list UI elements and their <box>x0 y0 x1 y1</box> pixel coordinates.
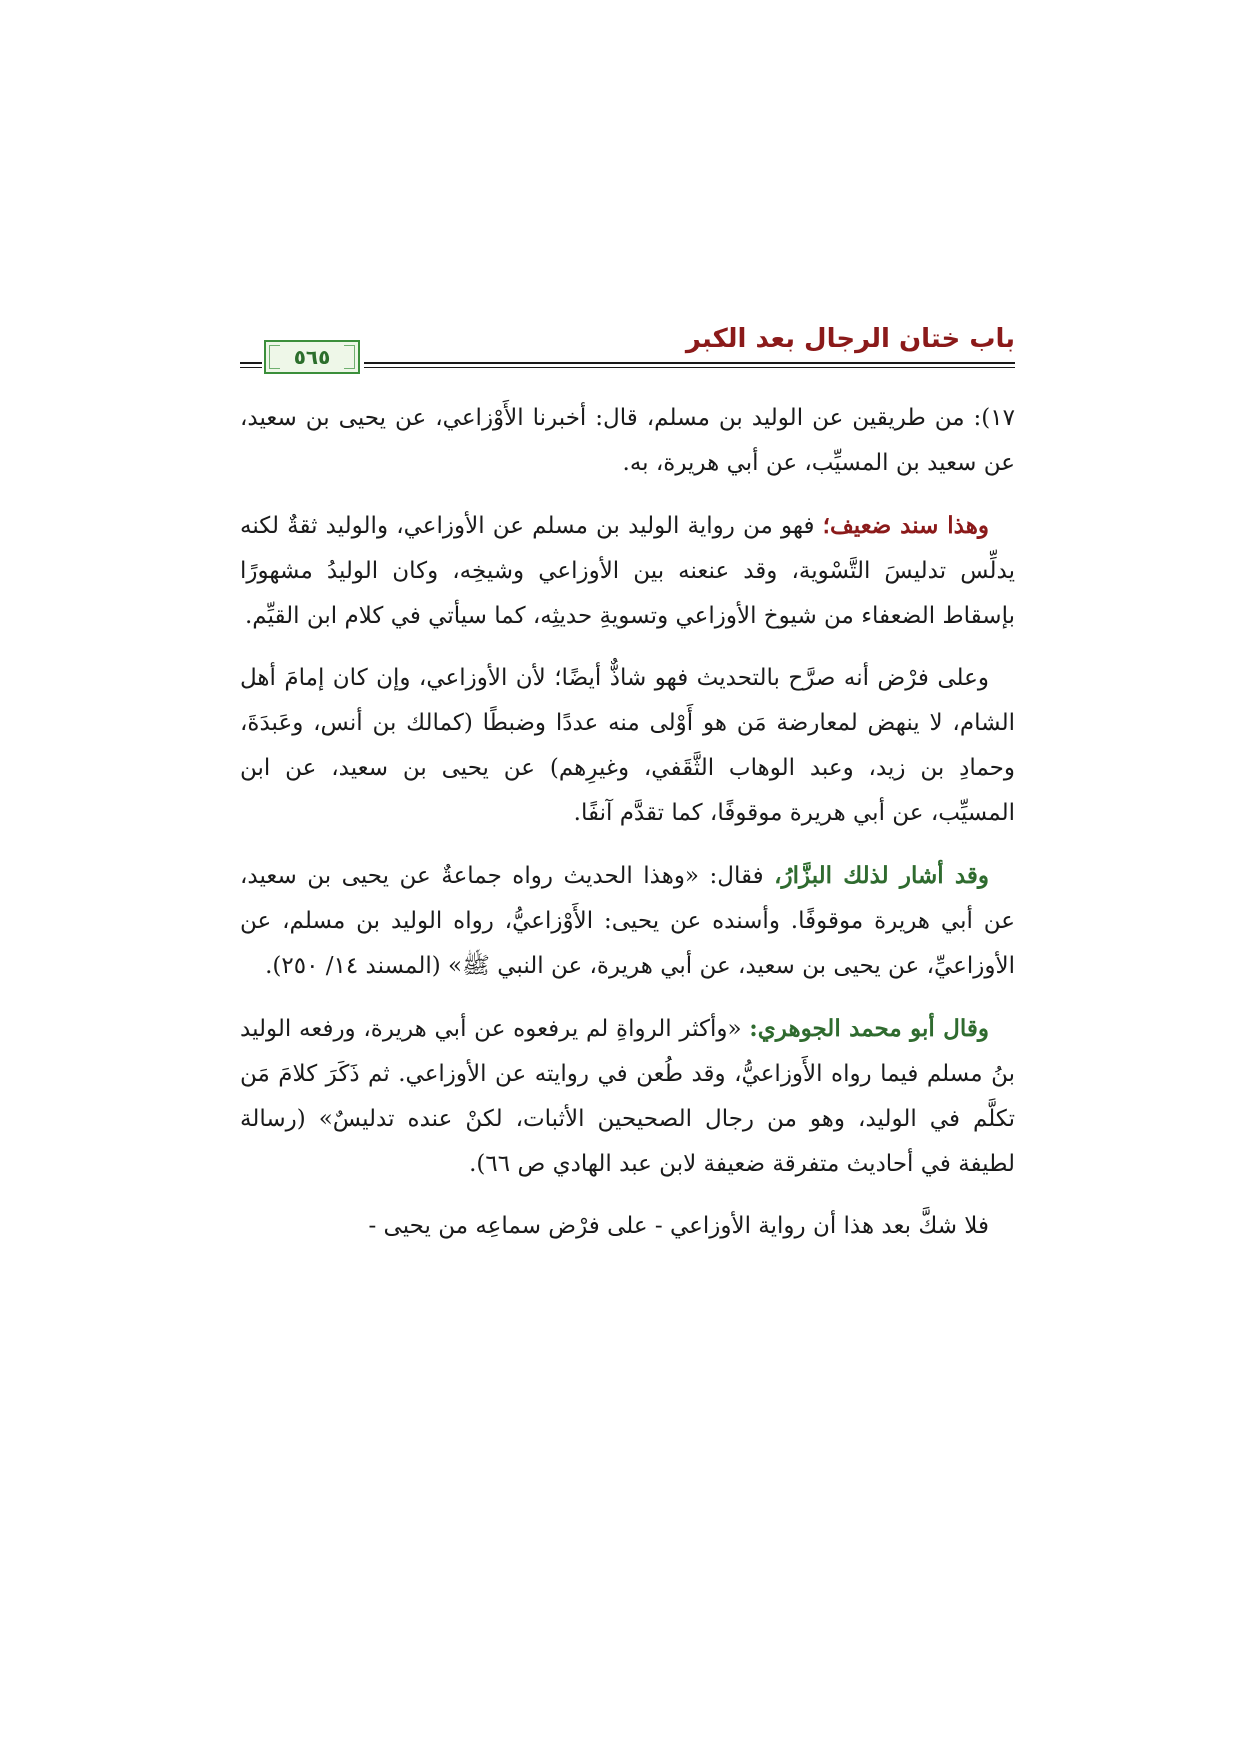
page-number: ٥٦٥ <box>293 345 331 369</box>
page-body <box>240 396 1015 1266</box>
paragraph-4-text: فقال: «وهذا الحديث رواه جماعةٌ عن يحيى بن سعيد، عن أبي هريرة موقوفًا. وأسنده عن يحيى: الأَوْزاعيُّ، رواه الوليد بن مسلم، عن الأوزاعيِّ، عن يحيى بن سعيد، عن أبي هريرة، عن النبي ﷺ» (المسند ١٤/ ٢٥٠). <box>240 863 1015 979</box>
header-rule <box>364 362 1015 368</box>
paragraph-5 <box>240 1006 1015 1187</box>
paragraph-2-lead: وهذا سند ضعيف؛ <box>822 512 989 539</box>
paragraph-5-lead: وقال أبو محمد الجوهري: <box>749 1015 989 1042</box>
header-rule-left <box>240 362 262 368</box>
paragraph-1 <box>240 396 1015 486</box>
paragraph-2-text: فهو من رواية الوليد بن مسلم عن الأوزاعي، والوليد ثقةٌ لكنه يدلِّس تدليسَ التَّسْوية، وقد عنعنه بين الأوزاعي وشيخِه، وكان الوليدُ مشهورًا بإسقاط الضعفاء من شيوخ الأوزاعي وتسويةِ حديثِه، كما سيأتي في كلام ابن القيِّم. <box>240 513 1016 629</box>
paragraph-6 <box>240 1204 1015 1249</box>
paragraph-5-text: «وأكثر الرواةِ لم يرفعوه عن أبي هريرة، ورفعه الوليد بنُ مسلم فيما رواه الأَوزاعيُّ، وقد طُعن في روايته عن الأوزاعي. ثم ذَكَرَ كلامَ مَن تكلَّم في الوليد، وهو من رجال الصحيحين الأثبات، لكنْ عنده تدليسٌ» (رسالة لطيفة في أحاديث متفرقة ضعيفة لابن عبد الهادي ص ٦٦). <box>240 1016 1015 1177</box>
page-header <box>240 318 1015 378</box>
chapter-title: باب ختان الرجال بعد الكبر <box>685 324 1015 354</box>
page-number-frame <box>264 340 360 374</box>
paragraph-3-text: وعلى فرْض أنه صرَّح بالتحديث فهو شاذٌّ أيضًا؛ لأن الأوزاعي، وإن كان إمامَ أهل الشام، لا ينهض لمعارضة مَن هو أَوْلى منه عددًا وضبطًا (كمالك بن أنس، وعَبدَةَ، وحمادِ بن زيد، وعبد الوهاب الثَّقَفي، وغيرِهم) عن يحيى بن سعيد، عن ابن المسيِّب، عن أبي هريرة موقوفًا، كما تقدَّم آنفًا. <box>240 665 1015 826</box>
paragraph-4 <box>240 853 1015 989</box>
paragraph-2 <box>240 503 1015 639</box>
paragraph-1-text: ١٧): من طريقين عن الوليد بن مسلم، قال: أخبرنا الأَوْزاعي، عن يحيى بن سعيد، عن سعيد بن المسيِّب، عن أبي هريرة، به. <box>240 405 1015 476</box>
paragraph-6-text: فلا شكَّ بعد هذا أن رواية الأوزاعي - على فرْض سماعِه من يحيى - <box>368 1213 989 1239</box>
paragraph-3 <box>240 656 1015 836</box>
paragraph-4-lead: وقد أشار لذلك البزَّارُ، <box>774 862 989 889</box>
